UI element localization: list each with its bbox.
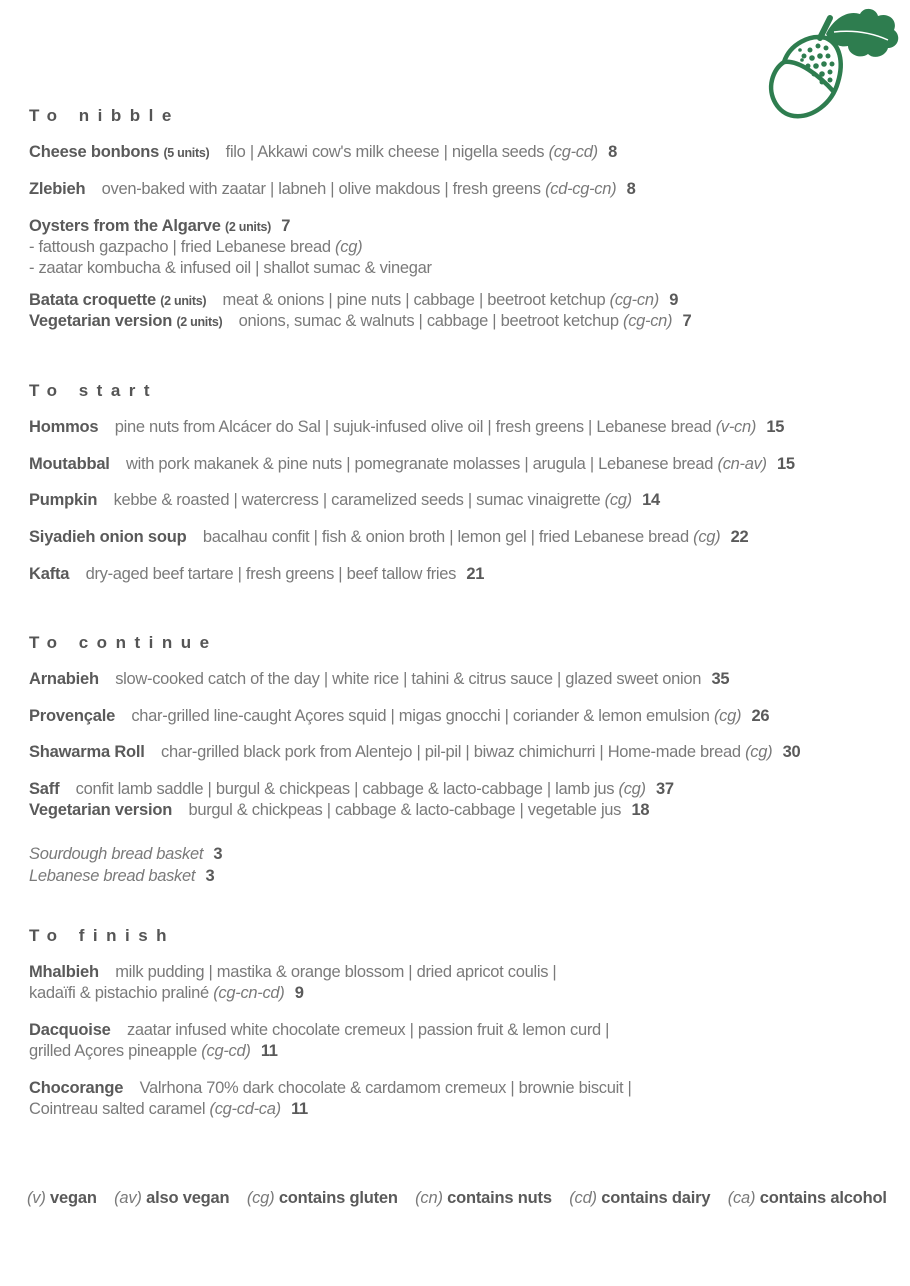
section-title-to-continue: To continue — [29, 633, 218, 652]
item-name: Mhalbieh — [29, 963, 99, 981]
item-tags: (cg-cn-cd) — [213, 984, 285, 1002]
item-price: 7 — [682, 312, 692, 330]
dietary-legend — [27, 1189, 900, 1208]
section-title-to-start: To start — [29, 381, 159, 400]
item-tags: (cg-cd) — [548, 143, 598, 161]
item-price: 3 — [205, 867, 215, 885]
item-name: Pumpkin — [29, 491, 98, 509]
item-name: Hommos — [29, 418, 99, 436]
item-price: 11 — [291, 1100, 308, 1118]
menu-item-dacquoise-line-2 — [29, 1041, 278, 1062]
legend-vegan — [27, 1189, 97, 1207]
menu-item-zlebieh — [29, 179, 636, 200]
item-description: confit lamb saddle | burgul & chickpeas | cabbage & lacto-cabbage | lamb jus — [75, 780, 615, 798]
menu-item-shawarma-roll — [29, 742, 800, 763]
legend-label: contains alcohol — [759, 1189, 887, 1207]
item-description: grilled Açores pineapple — [29, 1042, 197, 1060]
item-description: dry-aged beef tartare | fresh greens | beef tallow fries — [85, 565, 457, 583]
menu-item-oysters — [29, 216, 290, 238]
menu-item-provencale — [29, 706, 769, 727]
extra-sourdough-bread — [29, 844, 222, 865]
item-name: Vegetarian version — [29, 801, 173, 819]
menu-item-batata-croquette — [29, 290, 678, 312]
legend-alcohol — [728, 1189, 887, 1207]
item-price: 3 — [213, 845, 223, 863]
menu-item-oysters-option-1 — [29, 237, 362, 258]
item-tags: (cg-cd) — [201, 1042, 251, 1060]
extra-lebanese-bread — [29, 866, 214, 887]
section-title-to-finish: To finish — [29, 926, 176, 945]
item-description: - zaatar kombucha & infused oil | shallot sumac & vinegar — [29, 259, 432, 277]
item-name: Siyadieh onion soup — [29, 528, 187, 546]
item-description: burgul & chickpeas | cabbage & lacto-cabbage | vegetable jus — [188, 801, 622, 819]
item-price: 9 — [669, 291, 679, 309]
item-description: onions, sumac & walnuts | cabbage | beetroot ketchup — [238, 312, 619, 330]
item-price: 30 — [782, 743, 801, 761]
item-price: 7 — [281, 217, 291, 235]
item-tags: (cg) — [713, 707, 742, 725]
menu-item-moutabbal — [29, 454, 795, 475]
legend-label: contains dairy — [601, 1189, 711, 1207]
item-description: char-grilled black pork from Alentejo | pil-pil | biwaz chimichurri | Home-made bread — [161, 743, 741, 761]
item-description: kebbe & roasted | watercress | caramelized seeds | sumac vinaigrette — [113, 491, 601, 509]
item-price: 8 — [608, 143, 617, 161]
item-tags: (cg-cn) — [609, 291, 659, 309]
menu-item-mhalbieh — [29, 962, 556, 983]
menu-item-saff — [29, 779, 674, 800]
item-tags: (cg-cn) — [623, 312, 673, 330]
menu-item-mhalbieh-line-2 — [29, 983, 304, 1004]
item-name: Arnabieh — [29, 670, 99, 688]
item-units: (2 units) — [160, 294, 207, 308]
item-price: 26 — [751, 707, 770, 725]
legend-code: (av) — [114, 1189, 142, 1207]
item-units: (2 units) — [225, 220, 271, 234]
acorn-oak-leaf-icon — [764, 4, 904, 122]
legend-code: (ca) — [727, 1189, 756, 1207]
item-name: Provençale — [29, 707, 116, 725]
item-description: milk pudding | mastika & orange blossom | dried apricot coulis | — [115, 963, 557, 981]
item-description: char-grilled line-caught Açores squid | migas gnocchi | coriander & lemon emulsion — [131, 707, 710, 725]
item-units: (2 units) — [176, 315, 223, 329]
item-name: Shawarma Roll — [29, 743, 145, 761]
item-description: Cointreau salted caramel — [29, 1100, 206, 1118]
item-name: Chocorange — [29, 1079, 124, 1097]
item-price: 15 — [766, 418, 785, 436]
item-description: kadaïfi & pistachio praliné — [29, 984, 209, 1002]
item-description: meat & onions | pine nuts | cabbage | beetroot ketchup — [222, 291, 606, 309]
item-name: Cheese bonbons — [29, 143, 160, 161]
menu-item-arnabieh — [29, 669, 729, 690]
item-name: Moutabbal — [29, 455, 110, 473]
menu-item-oysters-option-2 — [29, 258, 432, 279]
item-price: 14 — [642, 491, 660, 509]
item-name: Saff — [29, 780, 60, 798]
legend-label: contains nuts — [447, 1189, 552, 1207]
legend-also-vegan — [114, 1189, 229, 1207]
item-name: Dacquoise — [29, 1021, 111, 1039]
legend-label: contains gluten — [278, 1189, 398, 1207]
item-tags: (cg) — [618, 780, 646, 798]
item-price: 15 — [777, 455, 795, 473]
item-description: - fattoush gazpacho | fried Lebanese bread — [29, 238, 331, 256]
legend-dairy — [569, 1189, 710, 1207]
item-tags: (cn-av) — [717, 455, 767, 473]
legend-gluten — [247, 1189, 398, 1207]
legend-nuts — [415, 1189, 552, 1207]
item-price: 9 — [294, 984, 304, 1002]
item-name: Vegetarian version — [29, 312, 173, 330]
item-tags: (cg-cd-ca) — [209, 1100, 281, 1118]
item-price: 37 — [656, 780, 674, 798]
menu-item-cheese-bonbons — [29, 142, 617, 164]
item-tags: (cg) — [604, 491, 632, 509]
item-price: 18 — [631, 801, 650, 819]
menu-item-batata-vegetarian — [29, 311, 691, 333]
section-title-to-nibble: To nibble — [29, 106, 180, 125]
item-name: Zlebieh — [29, 180, 86, 198]
legend-code: (cn) — [415, 1189, 443, 1207]
legend-label: also vegan — [146, 1189, 230, 1207]
item-description: filo | Akkawi cow's milk cheese | nigella seeds — [225, 143, 545, 161]
menu-item-hommos — [29, 417, 784, 438]
item-price: 8 — [626, 180, 636, 198]
item-description: zaatar infused white chocolate cremeux | passion fruit & lemon curd | — [126, 1021, 610, 1039]
item-tags: (cg) — [335, 238, 363, 256]
menu-item-kafta — [29, 564, 484, 585]
legend-label: vegan — [50, 1189, 97, 1207]
item-description: with pork makanek & pine nuts | pomegranate molasses | arugula | Lebanese bread — [126, 455, 714, 473]
menu-item-chocorange — [29, 1078, 632, 1099]
legend-code: (v) — [27, 1189, 46, 1207]
legend-code: (cg) — [246, 1189, 275, 1207]
item-name: Sourdough bread basket — [29, 845, 204, 863]
menu-item-saff-vegetarian — [29, 800, 649, 821]
item-units: (5 units) — [163, 146, 210, 160]
item-price: 21 — [466, 565, 485, 583]
item-tags: (cg) — [745, 743, 773, 761]
item-description: Valrhona 70% dark chocolate & cardamom cremeux | brownie biscuit | — [139, 1079, 632, 1097]
legend-code: (cd) — [569, 1189, 597, 1207]
item-price: 11 — [260, 1042, 278, 1060]
menu-item-dacquoise — [29, 1020, 609, 1041]
item-tags: (v-cn) — [715, 418, 757, 436]
menu-item-pumpkin — [29, 490, 660, 511]
item-name: Kafta — [29, 565, 70, 583]
item-tags: (cd-cg-cn) — [545, 180, 617, 198]
item-tags: (cg) — [693, 528, 721, 546]
item-description: bacalhau confit | fish & onion broth | lemon gel | fried Lebanese bread — [202, 528, 689, 546]
item-price: 35 — [711, 670, 730, 688]
menu-item-siyadieh — [29, 527, 748, 548]
item-name: Oysters from the Algarve — [29, 217, 221, 235]
item-name: Lebanese bread basket — [29, 867, 196, 885]
item-description: pine nuts from Alcácer do Sal | sujuk-infused olive oil | fresh greens | Lebanese bread — [114, 418, 712, 436]
menu-item-chocorange-line-2 — [29, 1099, 308, 1120]
item-description: slow-cooked catch of the day | white rice | tahini & citrus sauce | glazed sweet onion — [115, 670, 702, 688]
item-price: 22 — [730, 528, 749, 546]
item-name: Batata croquette — [29, 291, 156, 309]
item-description: oven-baked with zaatar | labneh | olive makdous | fresh greens — [101, 180, 541, 198]
